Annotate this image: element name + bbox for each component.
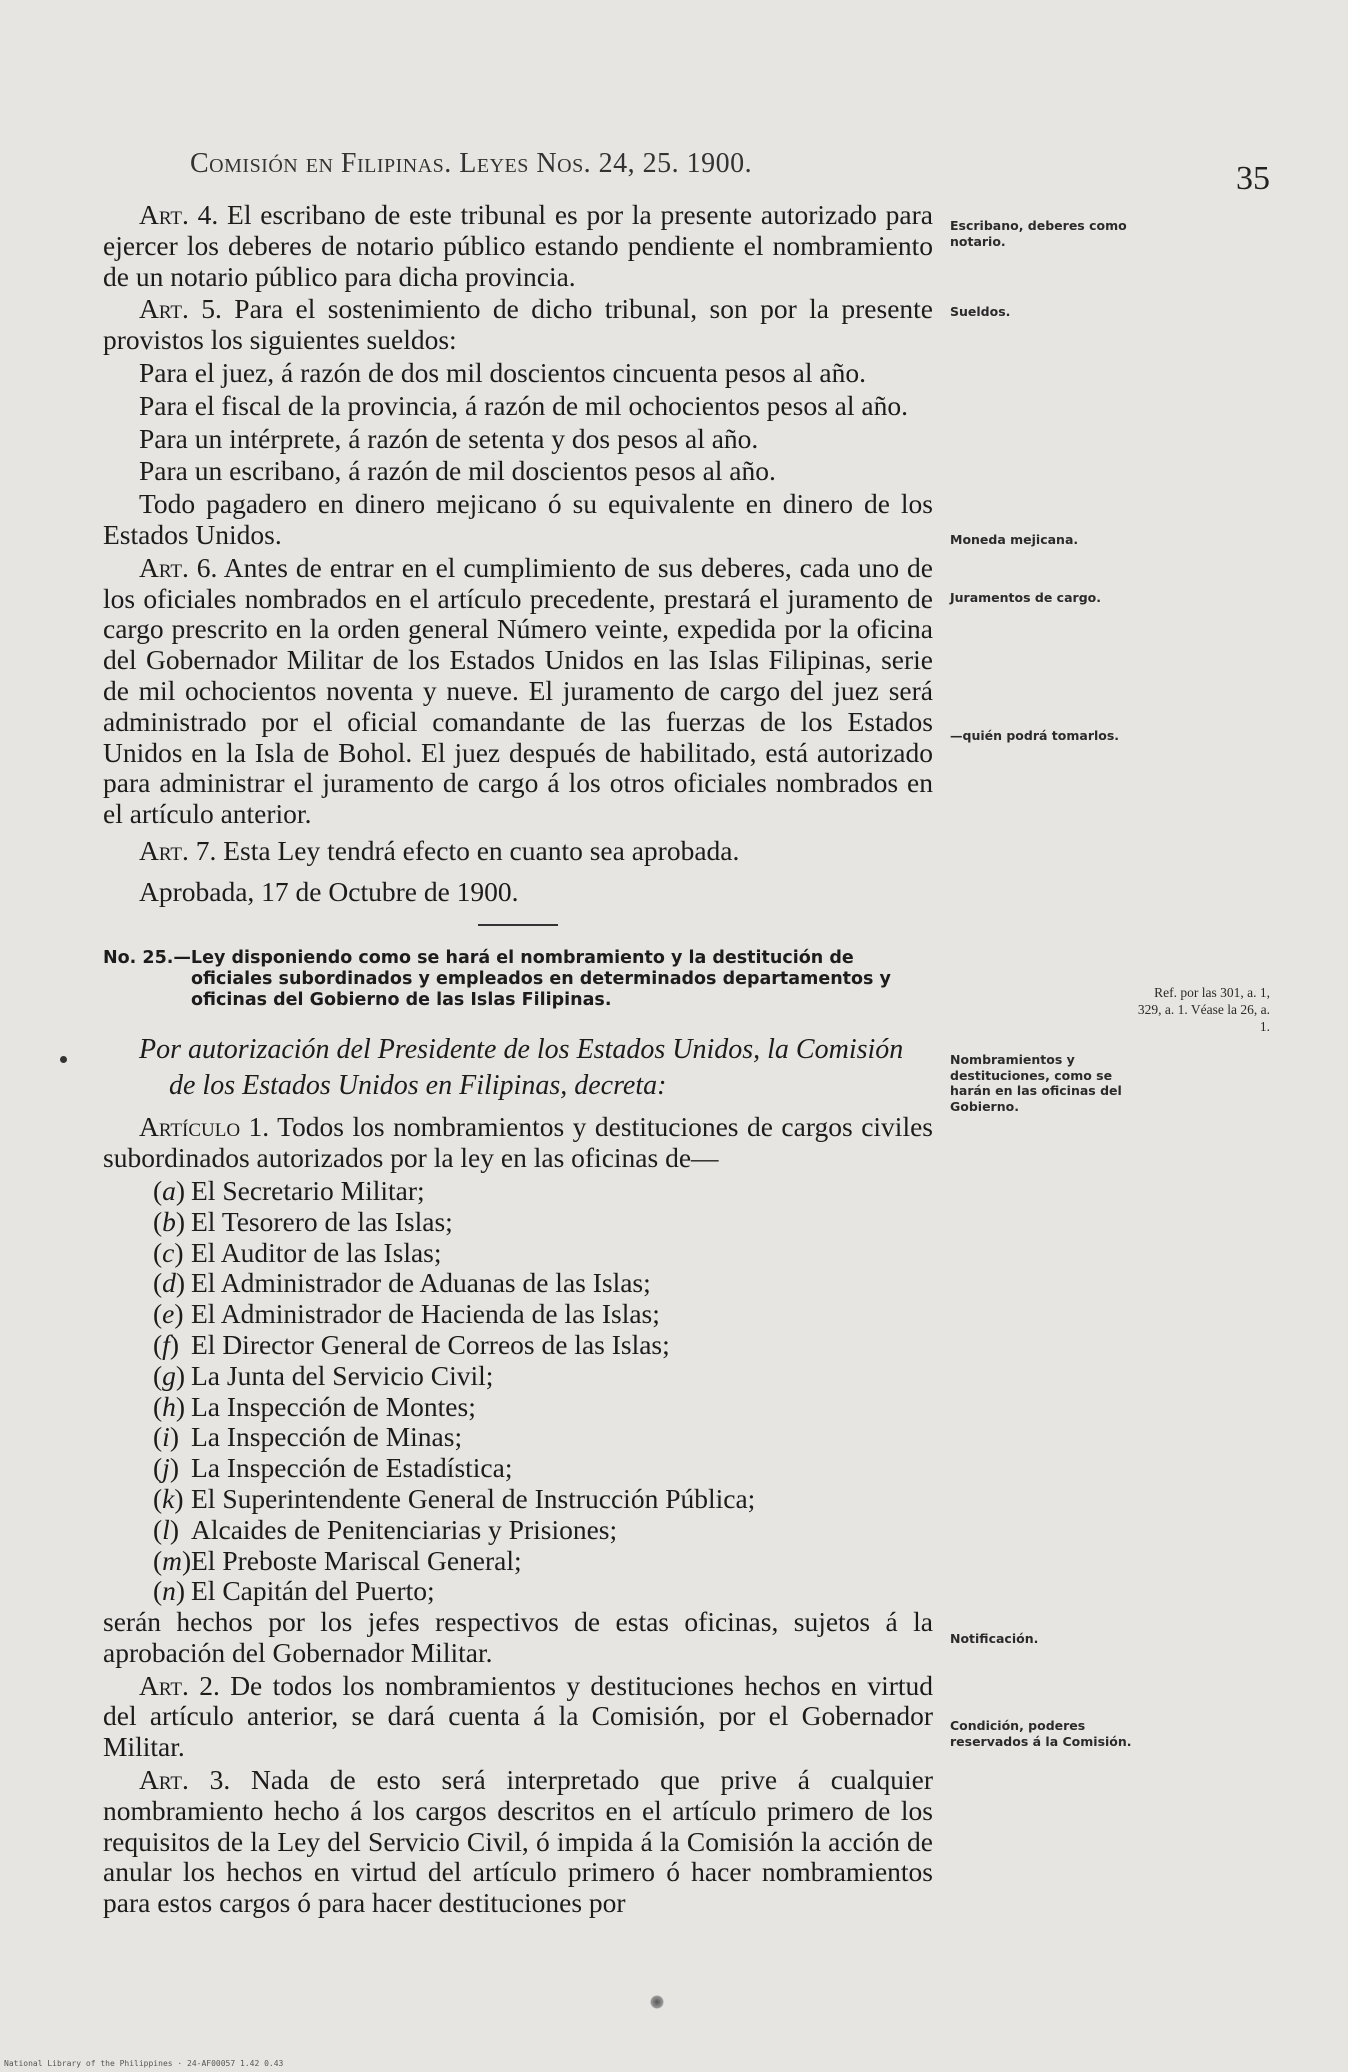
list-letter: l — [162, 1513, 170, 1545]
article-2: Art. 2. De todos los nombramientos y destituciones hechos en virtud del artículo anterior, se dará cuenta á la Comisión, por el Gobernador Militar. — [103, 1669, 934, 1763]
document-body — [103, 200, 933, 1921]
margin-note-quien: —quién podrá tomarlos. — [950, 728, 1120, 743]
list-item-letter: (l) — [153, 1513, 179, 1545]
scan-footer: National Library of the Philippines · 24-AF00057 1.42 0.43 — [4, 2059, 284, 2068]
salary-interpreter: Para un intérprete, á razón de setenta y dos pesos al año. — [139, 422, 759, 454]
list-item — [103, 1546, 933, 1577]
list-letter: a — [162, 1174, 176, 1206]
list-item-letter: (d) — [153, 1267, 186, 1299]
margin-note-juramentos: Juramentos de cargo. — [950, 590, 1101, 605]
list-item-letter: (j) — [153, 1452, 179, 1484]
list-item-letter: (h) — [153, 1390, 186, 1422]
article-3: Art. 3. Nada de esto será interpretado que prive á cualquier nombramiento hecho á los cargos descritos en el artículo primero de los requisitos de la Ley del Servicio Civil, ó impida á la Comisión la acción de anular los hechos en virtud del artículo primero ó hacer nombramientos para estos cargos ó para hacer destituciones por — [103, 1764, 934, 1919]
margin-note-moneda: Moneda mejicana. — [950, 532, 1079, 547]
salary-fiscal: Para el fiscal de la provincia, á razón de mil ochocientos pesos al año. — [139, 389, 908, 421]
list-item — [103, 1484, 933, 1515]
list-item-text: La Inspección de Minas; — [191, 1421, 463, 1453]
article-4: Art. 4. El escribano de este tribunal es por la presente autorizado para ejercer los deberes de notario público estando pendiente el nombramiento de un notario público para dicha provincia. — [103, 199, 933, 292]
list-item-text: La Inspección de Montes; — [191, 1390, 476, 1422]
list-item-letter: (i) — [153, 1421, 179, 1453]
law-25-title: No. 25.—Ley disponiendo como se hará el nombramiento y la destitución de oficiales subordinados y empleados en determinados departamentos y oficinas del Gobierno de las Islas Filipinas. — [103, 947, 891, 1011]
salary-clerk: Para un escribano, á razón de mil doscientos pesos al año. — [139, 455, 776, 487]
running-title: Comisión en Filipinas. Leyes Nos. 24, 25. 1900. — [190, 148, 753, 179]
list-item — [103, 1268, 933, 1299]
payment-clause: Todo pagadero en dinero mejicano ó su equivalente en dinero de los Estados Unidos. — [103, 488, 933, 550]
list-item-text: El Director General de Correos de las Islas; — [191, 1328, 670, 1360]
list-item — [103, 1422, 933, 1453]
list-item-letter: (k) — [153, 1482, 184, 1514]
enacting-clause: Por autorización del Presidente de los Estados Unidos, la Comisión de los Estados Unidos en Filipinas, decreta: — [139, 1033, 904, 1101]
margin-note-condicion: Condición, poderes reservados á la Comisión. — [950, 1718, 1132, 1749]
list-letter: b — [162, 1205, 176, 1237]
list-item-text: Alcaides de Penitenciarias y Prisiones; — [191, 1513, 618, 1545]
list-item-text: El Superintendente General de Instrucción Pública; — [191, 1482, 756, 1514]
list-item-letter: (n) — [153, 1575, 186, 1607]
page-number: 35 — [1236, 160, 1270, 197]
list-letter: k — [162, 1482, 175, 1514]
article-7: Art. 7. Esta Ley tendrá efecto en cuanto sea aprobada. — [139, 834, 740, 866]
margin-note-sueldos: Sueldos. — [950, 304, 1011, 319]
list-item — [103, 1515, 933, 1546]
margin-note-escribano: Escribano, deberes como notario. — [950, 218, 1127, 249]
list-letter: d — [162, 1267, 176, 1299]
bullet-mark — [60, 1056, 67, 1063]
list-letter: j — [162, 1452, 170, 1484]
list-letter: e — [162, 1298, 175, 1330]
article-6: Art. 6. Antes de entrar en el cumplimiento de sus deberes, cada uno de los oficiales nombrados en el artículo precedente, prestará el juramento de cargo prescrito en la orden general Número veinte, expedida por la oficina del Gobernador Militar de los Estados Unidos en las Islas Filipinas, serie de mil ochocientos noventa y nueve. El juramento de cargo del juez será administrado por el oficial comandante de las fuerzas de los Estados Unidos en la Isla de Bohol. El juez después de habilitado, está autorizado para administrar el juramento de cargo á los otros oficiales nombrados en el artículo anterior. — [103, 551, 934, 830]
list-item — [103, 1207, 933, 1238]
margin-note-nombramientos: Nombramientos y destituciones, como se harán en las oficinas del Gobierno. — [950, 1052, 1122, 1114]
list-item-text: El Administrador de Hacienda de las Islas; — [191, 1298, 660, 1330]
list-item-letter: (m) — [153, 1544, 192, 1576]
list-item — [103, 1361, 933, 1392]
approval-date: Aprobada, 17 de Octubre de 1900. — [139, 875, 519, 907]
list-letter: c — [162, 1236, 175, 1268]
list-item-text: El Tesorero de las Islas; — [191, 1205, 453, 1237]
list-item-letter: (f) — [153, 1328, 179, 1360]
section-divider — [478, 924, 558, 926]
list-item-letter: (b) — [153, 1205, 186, 1237]
list-letter: m — [162, 1544, 183, 1576]
list-item — [103, 1176, 933, 1207]
list-item — [103, 1330, 933, 1361]
list-letter: n — [162, 1575, 176, 1607]
list-item-text: El Secretario Militar; — [191, 1174, 425, 1206]
list-item-text: La Inspección de Estadística; — [191, 1452, 513, 1484]
list-item — [103, 1576, 933, 1607]
margin-note-notificacion: Notificación. — [950, 1631, 1039, 1646]
list-item-text: El Administrador de Aduanas de las Islas; — [191, 1267, 651, 1299]
ink-smudge — [650, 1995, 664, 2009]
salary-judge: Para el juez, á razón de dos mil doscientos cincuenta pesos al año. — [139, 356, 866, 388]
list-item — [103, 1299, 933, 1330]
list-letter: f — [162, 1328, 170, 1360]
list-item-text: El Preboste Mariscal General; — [191, 1544, 522, 1576]
list-item-letter: (g) — [153, 1359, 186, 1391]
list-item-letter: (c) — [153, 1236, 184, 1268]
article-1: Artículo 1. Todos los nombramientos y destituciones de cargos civiles subordinados autorizados por la ley en las oficinas de— — [103, 1111, 933, 1174]
list-letter: h — [162, 1390, 176, 1422]
list-item-letter: (e) — [153, 1298, 184, 1330]
list-item — [103, 1392, 933, 1423]
list-item — [103, 1453, 933, 1484]
list-letter: i — [162, 1421, 170, 1453]
article-1-conclusion: serán hechos por los jefes respectivos de estas oficinas, sujetos á la aprobación del Gobernador Militar. — [103, 1606, 933, 1668]
page-header — [190, 140, 1270, 197]
list-letter: g — [162, 1359, 176, 1391]
list-item-text: El Capitán del Puerto; — [191, 1575, 435, 1607]
list-item-text: El Auditor de las Islas; — [191, 1236, 442, 1268]
office-list — [103, 1176, 933, 1607]
list-item-letter: (a) — [153, 1174, 186, 1206]
margin-note-ref: Ref. por las 301, a. 1, 329, a. 1. Véase la 26, a. 1. — [1137, 985, 1270, 1034]
list-item-text: La Junta del Servicio Civil; — [191, 1359, 494, 1391]
article-5: Art. 5. Para el sostenimiento de dicho tribunal, son por la presente provistos los siguientes sueldos: — [103, 293, 934, 356]
list-item — [103, 1238, 933, 1269]
